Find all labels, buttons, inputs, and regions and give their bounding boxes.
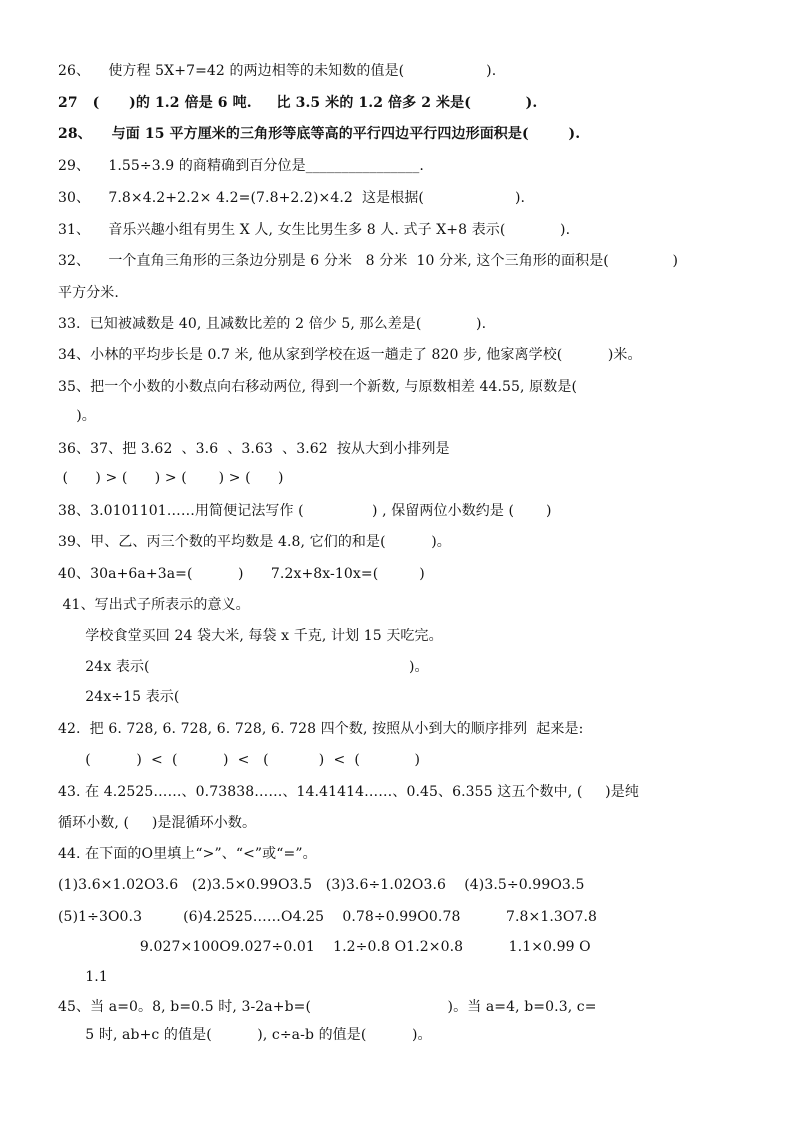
question-26: 26、 使方程 5X+7=42 的两边相等的未知数的值是( ). (58, 63, 497, 79)
question-44-row-4: 1.1 (58, 969, 108, 985)
question-27: 27 ( )的 1.2 倍是 6 吨. 比 3.5 米的 1.2 倍多 2 米是( ). (58, 95, 538, 111)
question-41-a: 24x 表示( )。 (58, 659, 429, 675)
question-38: 38、3.0101101……用简便记法写作 ( ) , 保留两位小数约是 ( ) (58, 503, 552, 519)
question-40: 40、30a+6a+3a=( ) 7.2x+8x-10x=( ) (58, 566, 425, 582)
question-42-blanks: ( ) < ( ) < ( ) < ( ) (58, 752, 421, 768)
question-45: 45、当 a=0。8, b=0.5 时, 3-2a+b=( )。当 a=4, b=0.3, c= (58, 999, 597, 1015)
question-43: 43. 在 4.2525……、0.73838……、14.41414……、0.45、6.355 这五个数中, ( )是纯 (58, 784, 639, 800)
question-41-context: 学校食堂买回 24 袋大米, 每袋 x 千克, 计划 15 天吃完。 (58, 628, 443, 644)
question-32: 32、 一个直角三角形的三条边分别是 6 分米 8 分米 10 分米, 这个三角形的面积是( ) (58, 253, 679, 269)
question-41: 41、写出式子所表示的意义。 (58, 597, 250, 613)
question-39: 39、甲、乙、丙三个数的平均数是 4.8, 它们的和是( )。 (58, 534, 451, 550)
question-44: 44. 在下面的O里填上“>”、“<”或“=”。 (58, 846, 317, 862)
question-44-row-3: 9.027×100O9.027÷0.01 1.2÷0.8 O1.2×0.8 1.1×0.99 O (58, 939, 591, 955)
question-45-cont: 5 时, ab+c 的值是( ), c÷a-b 的值是( )。 (58, 1027, 432, 1043)
question-32-cont: 平方分米. (58, 285, 119, 301)
question-42: 42. 把 6. 728, 6. 728, 6. 728, 6. 728 四个数, 按照从小到大的顺序排列 起来是: (58, 721, 584, 737)
question-34: 34、小林的平均步长是 0.7 米, 他从家到学校在返一趟走了 820 步, 他家离学校( )米。 (58, 347, 642, 363)
question-43-cont: 循环小数, ( )是混循环小数。 (58, 815, 257, 831)
question-36-37: 36、37、把 3.62 、3.6 、3.63 、3.62 按从大到小排列是 (58, 441, 450, 457)
question-36-37-blanks: ( ) > ( ) > ( ) > ( ) (58, 470, 284, 486)
question-28: 28、 与面 15 平方厘米的三角形等底等高的平行四边平行四边形面积是( ). (58, 126, 581, 142)
question-44-row-1: (1)3.6×1.02O3.6 (2)3.5×0.99O3.5 (3)3.6÷1.02O3.6 (4)3.5÷0.99O3.5 (58, 877, 585, 893)
question-44-row-2: (5)1÷3O0.3 (6)4.2525……O4.25 0.78÷0.99O0.78 7.8×1.3O7.8 (58, 909, 598, 925)
question-33: 33. 已知被减数是 40, 且减数比差的 2 倍少 5, 那么差是( ). (58, 316, 487, 332)
question-29: 29、 1.55÷3.9 的商精确到百分位是________________. (58, 158, 424, 174)
question-30: 30、 7.8×4.2+2.2× 4.2=(7.8+2.2)×4.2 这是根据( ). (58, 190, 526, 206)
question-35: 35、把一个小数的小数点向右移动两位, 得到一个新数, 与原数相差 44.55, 原数是( (58, 379, 578, 395)
question-35-cont: )。 (58, 408, 96, 424)
question-41-b: 24x÷15 表示( (58, 689, 180, 705)
question-31: 31、 音乐兴趣小组有男生 X 人, 女生比男生多 8 人. 式子 X+8 表示( ). (58, 222, 571, 238)
